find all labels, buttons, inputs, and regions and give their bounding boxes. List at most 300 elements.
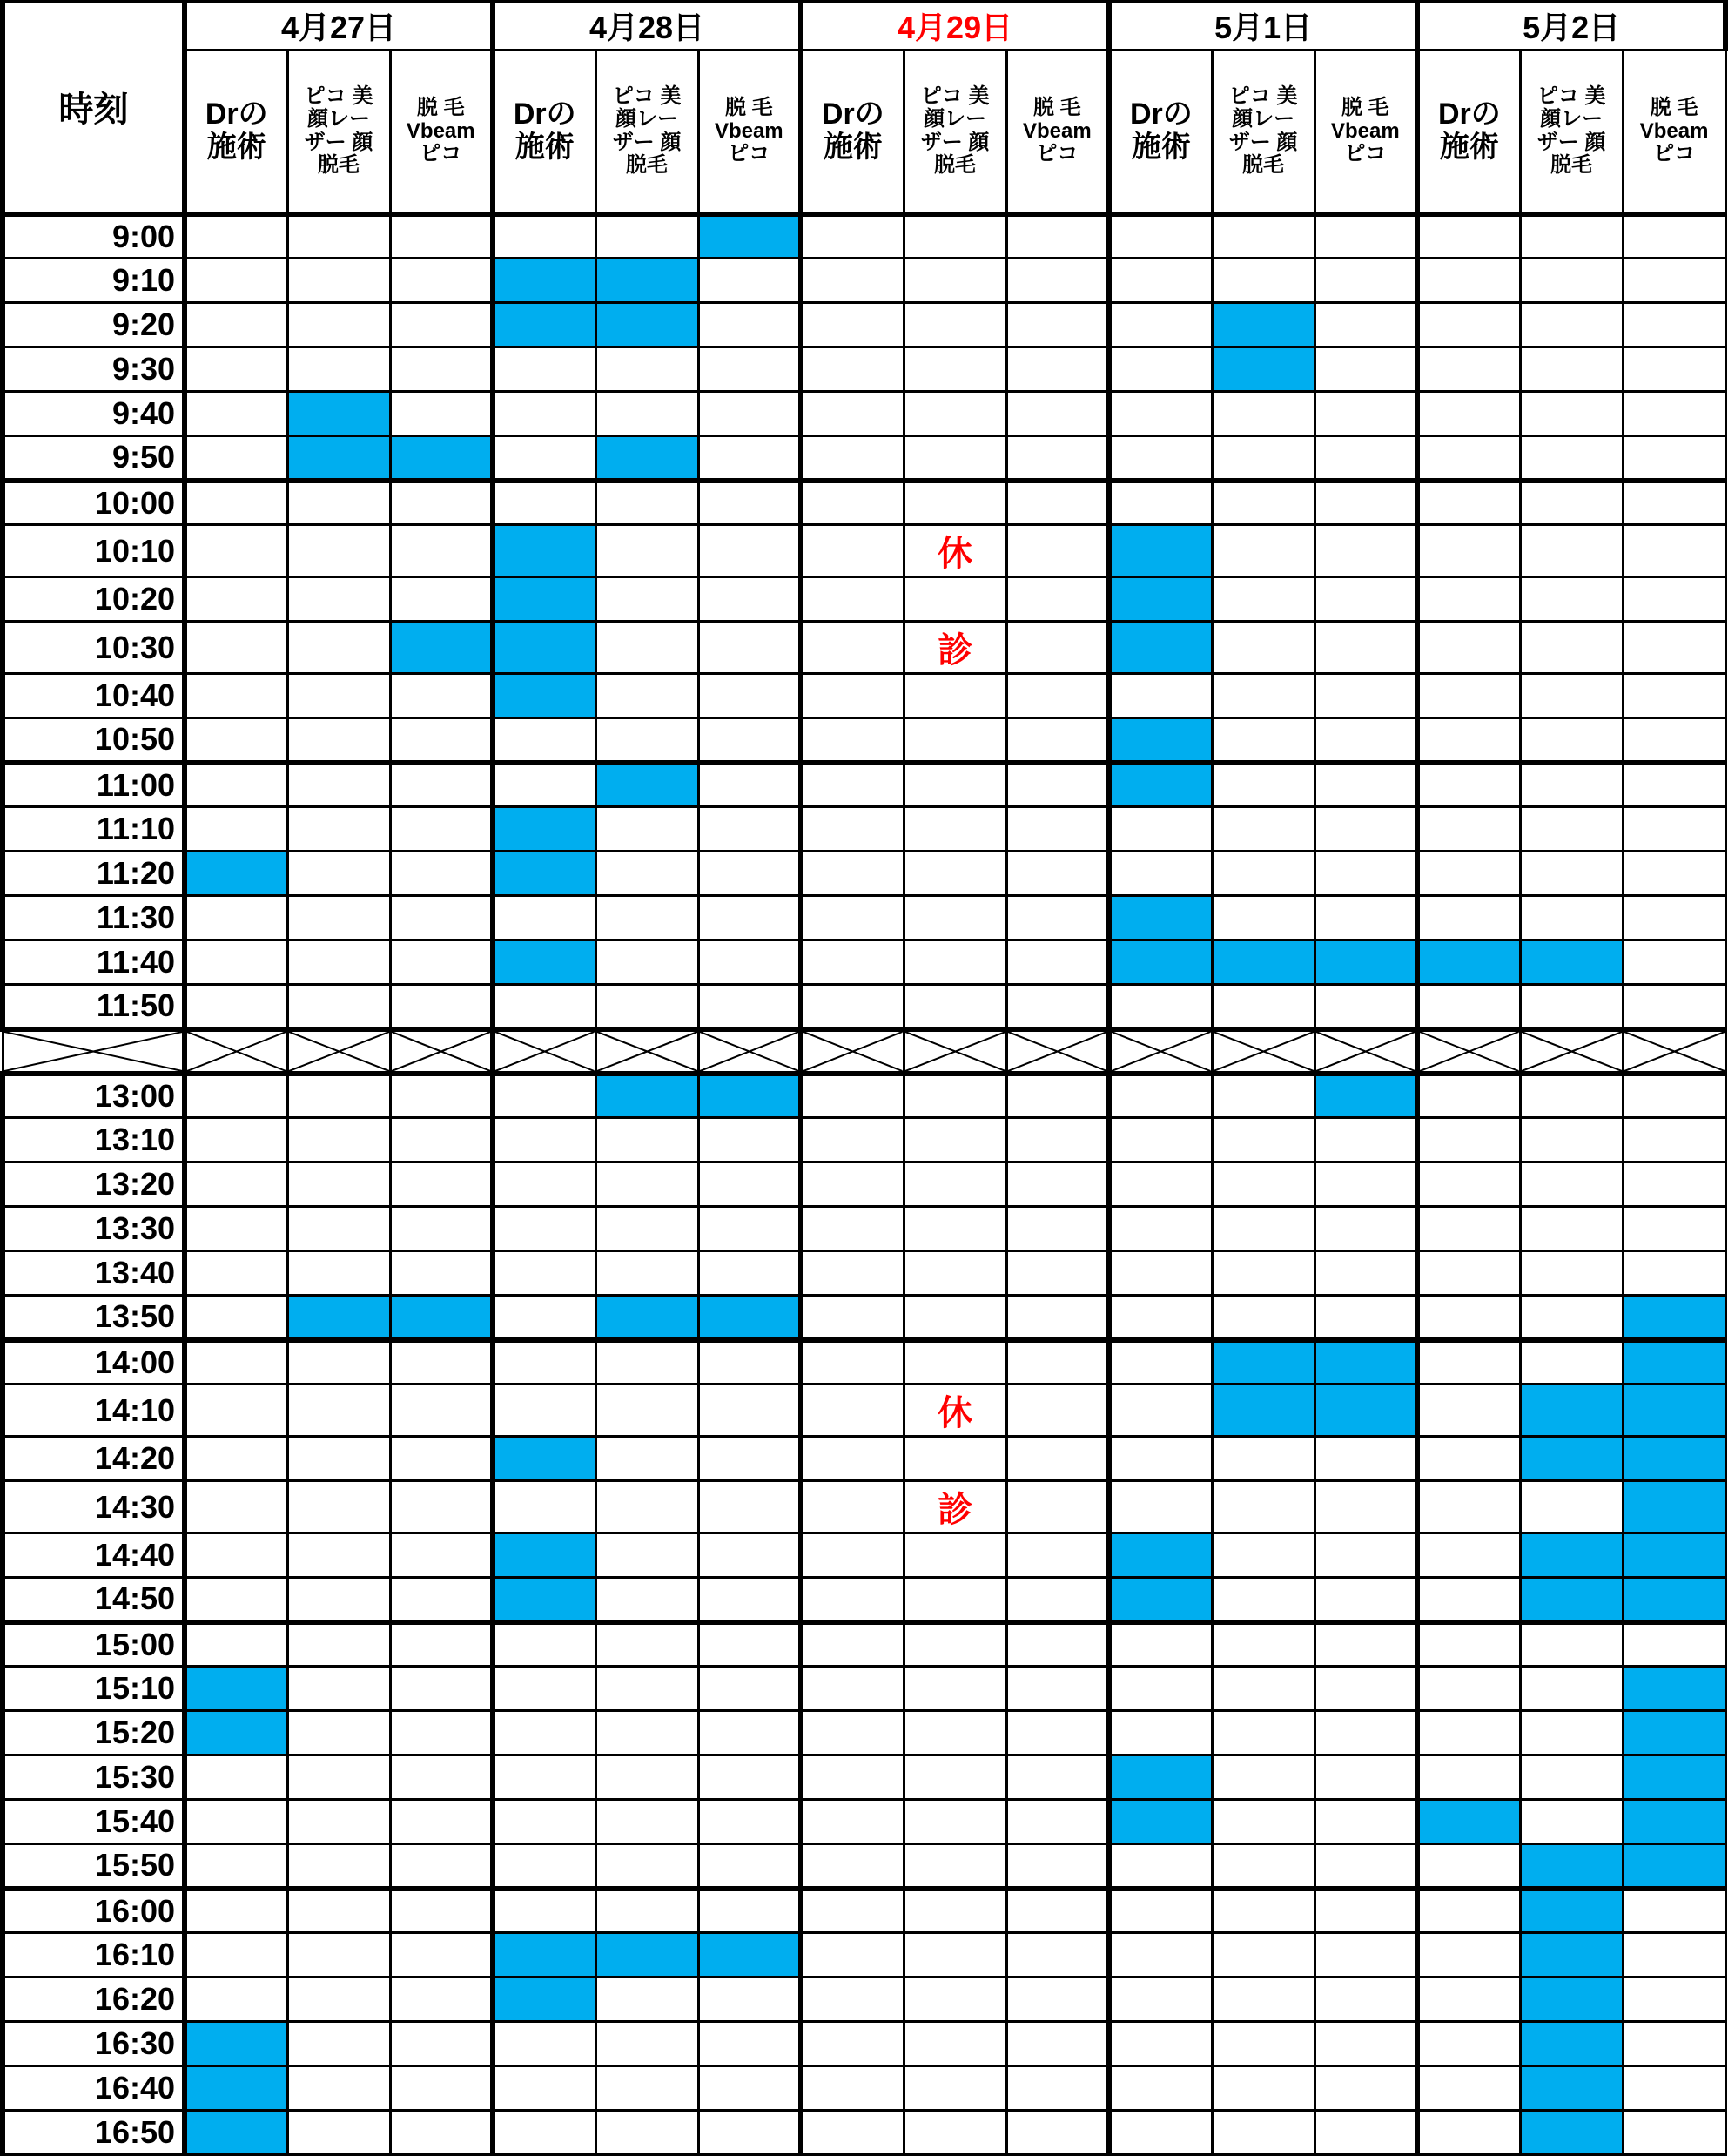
open-slot[interactable] bbox=[801, 481, 904, 525]
open-slot[interactable] bbox=[390, 852, 493, 896]
booked-slot[interactable] bbox=[595, 763, 698, 807]
open-slot[interactable] bbox=[595, 1251, 698, 1296]
open-slot[interactable] bbox=[904, 1622, 1006, 1667]
open-slot[interactable] bbox=[390, 1578, 493, 1622]
open-slot[interactable] bbox=[185, 1481, 287, 1533]
open-slot[interactable] bbox=[1520, 1074, 1623, 1118]
open-slot[interactable] bbox=[1212, 2022, 1314, 2066]
open-slot[interactable] bbox=[1109, 1844, 1212, 1889]
open-slot[interactable] bbox=[287, 525, 390, 577]
open-slot[interactable] bbox=[390, 1622, 493, 1667]
booked-slot[interactable] bbox=[493, 940, 595, 985]
booked-slot[interactable] bbox=[1520, 1385, 1623, 1437]
open-slot[interactable] bbox=[698, 1251, 801, 1296]
open-slot[interactable] bbox=[1212, 763, 1314, 807]
open-slot[interactable] bbox=[1417, 1481, 1520, 1533]
booked-slot[interactable] bbox=[1520, 2066, 1623, 2111]
open-slot[interactable] bbox=[595, 896, 698, 940]
open-slot[interactable] bbox=[185, 303, 287, 347]
open-slot[interactable] bbox=[493, 896, 595, 940]
open-slot[interactable] bbox=[390, 392, 493, 436]
open-slot[interactable] bbox=[1623, 674, 1725, 718]
open-slot[interactable] bbox=[801, 622, 904, 674]
open-slot[interactable] bbox=[287, 763, 390, 807]
open-slot[interactable] bbox=[185, 1533, 287, 1578]
open-slot[interactable] bbox=[904, 1251, 1006, 1296]
open-slot[interactable] bbox=[390, 1800, 493, 1844]
open-slot[interactable] bbox=[1109, 1162, 1212, 1207]
booked-slot[interactable] bbox=[185, 852, 287, 896]
open-slot[interactable] bbox=[1623, 2022, 1725, 2066]
open-slot[interactable] bbox=[1520, 896, 1623, 940]
open-slot[interactable] bbox=[1314, 622, 1417, 674]
open-slot[interactable] bbox=[1314, 985, 1417, 1029]
booked-slot[interactable] bbox=[1212, 940, 1314, 985]
open-slot[interactable] bbox=[1212, 1437, 1314, 1481]
open-slot[interactable] bbox=[390, 1977, 493, 2022]
open-slot[interactable] bbox=[390, 2111, 493, 2155]
open-slot[interactable] bbox=[493, 1755, 595, 1800]
open-slot[interactable] bbox=[185, 392, 287, 436]
open-slot[interactable] bbox=[1109, 1207, 1212, 1251]
open-slot[interactable] bbox=[904, 481, 1006, 525]
open-slot[interactable] bbox=[1006, 1755, 1109, 1800]
open-slot[interactable] bbox=[1520, 436, 1623, 481]
open-slot[interactable] bbox=[1417, 214, 1520, 259]
open-slot[interactable] bbox=[390, 2022, 493, 2066]
open-slot[interactable] bbox=[1417, 985, 1520, 1029]
booked-slot[interactable] bbox=[390, 1296, 493, 1340]
open-slot[interactable] bbox=[185, 674, 287, 718]
open-slot[interactable] bbox=[1314, 852, 1417, 896]
open-slot[interactable] bbox=[1417, 1933, 1520, 1977]
open-slot[interactable] bbox=[904, 1074, 1006, 1118]
open-slot[interactable] bbox=[1006, 214, 1109, 259]
open-slot[interactable] bbox=[698, 481, 801, 525]
open-slot[interactable] bbox=[1417, 577, 1520, 622]
open-slot[interactable] bbox=[1212, 1977, 1314, 2022]
open-slot[interactable] bbox=[1212, 1296, 1314, 1340]
booked-slot[interactable] bbox=[390, 622, 493, 674]
open-slot[interactable] bbox=[1623, 1933, 1725, 1977]
open-slot[interactable] bbox=[287, 1578, 390, 1622]
open-slot[interactable] bbox=[698, 577, 801, 622]
open-slot[interactable] bbox=[1212, 1533, 1314, 1578]
open-slot[interactable] bbox=[1520, 763, 1623, 807]
open-slot[interactable] bbox=[287, 807, 390, 852]
booked-slot[interactable] bbox=[185, 2022, 287, 2066]
open-slot[interactable] bbox=[904, 577, 1006, 622]
open-slot[interactable] bbox=[1006, 1844, 1109, 1889]
open-slot[interactable] bbox=[595, 1118, 698, 1162]
open-slot[interactable] bbox=[493, 1251, 595, 1296]
open-slot[interactable] bbox=[493, 1296, 595, 1340]
open-slot[interactable] bbox=[1314, 718, 1417, 763]
open-slot[interactable] bbox=[1314, 1755, 1417, 1800]
open-slot[interactable] bbox=[1314, 1977, 1417, 2022]
open-slot[interactable] bbox=[698, 259, 801, 303]
booked-slot[interactable] bbox=[287, 1296, 390, 1340]
open-slot[interactable] bbox=[698, 1755, 801, 1800]
booked-slot[interactable] bbox=[1109, 525, 1212, 577]
open-slot[interactable] bbox=[904, 852, 1006, 896]
open-slot[interactable] bbox=[1623, 1251, 1725, 1296]
booked-slot[interactable] bbox=[595, 1074, 698, 1118]
open-slot[interactable] bbox=[287, 940, 390, 985]
open-slot[interactable] bbox=[698, 392, 801, 436]
open-slot[interactable] bbox=[1520, 1667, 1623, 1711]
open-slot[interactable] bbox=[1417, 896, 1520, 940]
open-slot[interactable] bbox=[185, 985, 287, 1029]
open-slot[interactable] bbox=[287, 1437, 390, 1481]
open-slot[interactable] bbox=[698, 896, 801, 940]
booked-slot[interactable] bbox=[1520, 940, 1623, 985]
open-slot[interactable] bbox=[801, 763, 904, 807]
open-slot[interactable] bbox=[185, 940, 287, 985]
open-slot[interactable] bbox=[1417, 1385, 1520, 1437]
booked-slot[interactable] bbox=[1520, 1437, 1623, 1481]
open-slot[interactable] bbox=[1520, 622, 1623, 674]
open-slot[interactable] bbox=[1520, 214, 1623, 259]
booked-slot[interactable] bbox=[1417, 940, 1520, 985]
open-slot[interactable] bbox=[1109, 214, 1212, 259]
open-slot[interactable] bbox=[1314, 1437, 1417, 1481]
open-slot[interactable] bbox=[493, 1340, 595, 1385]
open-slot[interactable] bbox=[1006, 392, 1109, 436]
open-slot[interactable] bbox=[698, 1385, 801, 1437]
open-slot[interactable] bbox=[1417, 674, 1520, 718]
open-slot[interactable] bbox=[801, 2111, 904, 2155]
booked-slot[interactable] bbox=[1109, 1800, 1212, 1844]
open-slot[interactable] bbox=[1314, 1162, 1417, 1207]
booked-slot[interactable] bbox=[493, 1933, 595, 1977]
open-slot[interactable] bbox=[904, 259, 1006, 303]
open-slot[interactable] bbox=[1623, 985, 1725, 1029]
open-slot[interactable] bbox=[1006, 763, 1109, 807]
open-slot[interactable] bbox=[1109, 1711, 1212, 1755]
booked-slot[interactable] bbox=[493, 303, 595, 347]
open-slot[interactable] bbox=[390, 1667, 493, 1711]
open-slot[interactable] bbox=[493, 985, 595, 1029]
open-slot[interactable] bbox=[904, 807, 1006, 852]
open-slot[interactable] bbox=[390, 1074, 493, 1118]
open-slot[interactable] bbox=[287, 1889, 390, 1933]
open-slot[interactable] bbox=[1623, 214, 1725, 259]
open-slot[interactable] bbox=[1417, 1074, 1520, 1118]
open-slot[interactable] bbox=[1006, 1074, 1109, 1118]
booked-slot[interactable] bbox=[1623, 1296, 1725, 1340]
open-slot[interactable] bbox=[1520, 1251, 1623, 1296]
booked-slot[interactable] bbox=[493, 259, 595, 303]
open-slot[interactable] bbox=[1109, 1481, 1212, 1533]
open-slot[interactable] bbox=[185, 1118, 287, 1162]
booked-slot[interactable] bbox=[698, 214, 801, 259]
open-slot[interactable] bbox=[1006, 525, 1109, 577]
booked-slot[interactable] bbox=[1109, 1755, 1212, 1800]
open-slot[interactable] bbox=[1314, 303, 1417, 347]
open-slot[interactable] bbox=[287, 674, 390, 718]
open-slot[interactable] bbox=[801, 436, 904, 481]
open-slot[interactable] bbox=[801, 1385, 904, 1437]
booked-slot[interactable] bbox=[1520, 1578, 1623, 1622]
booked-slot[interactable] bbox=[185, 1711, 287, 1755]
open-slot[interactable] bbox=[1006, 807, 1109, 852]
booked-slot[interactable] bbox=[1109, 718, 1212, 763]
open-slot[interactable] bbox=[1314, 1481, 1417, 1533]
open-slot[interactable] bbox=[698, 303, 801, 347]
open-slot[interactable] bbox=[1109, 1385, 1212, 1437]
open-slot[interactable] bbox=[1109, 1118, 1212, 1162]
open-slot[interactable] bbox=[390, 1711, 493, 1755]
open-slot[interactable] bbox=[1520, 1340, 1623, 1385]
open-slot[interactable] bbox=[493, 2111, 595, 2155]
open-slot[interactable] bbox=[801, 1711, 904, 1755]
open-slot[interactable] bbox=[1006, 1385, 1109, 1437]
open-slot[interactable] bbox=[1520, 718, 1623, 763]
open-slot[interactable] bbox=[801, 1074, 904, 1118]
open-slot[interactable] bbox=[1623, 1162, 1725, 1207]
open-slot[interactable] bbox=[698, 718, 801, 763]
open-slot[interactable] bbox=[390, 1755, 493, 1800]
booked-slot[interactable] bbox=[1520, 2111, 1623, 2155]
open-slot[interactable] bbox=[185, 214, 287, 259]
open-slot[interactable] bbox=[904, 1296, 1006, 1340]
open-slot[interactable] bbox=[493, 481, 595, 525]
open-slot[interactable] bbox=[801, 214, 904, 259]
open-slot[interactable] bbox=[595, 2022, 698, 2066]
open-slot[interactable] bbox=[1520, 525, 1623, 577]
open-slot[interactable] bbox=[1520, 1207, 1623, 1251]
open-slot[interactable] bbox=[1417, 436, 1520, 481]
open-slot[interactable] bbox=[287, 1251, 390, 1296]
open-slot[interactable] bbox=[493, 1074, 595, 1118]
open-slot[interactable] bbox=[1212, 259, 1314, 303]
open-slot[interactable] bbox=[1314, 1622, 1417, 1667]
open-slot[interactable] bbox=[904, 1889, 1006, 1933]
open-slot[interactable] bbox=[185, 1800, 287, 1844]
booked-slot[interactable] bbox=[1109, 896, 1212, 940]
booked-slot[interactable] bbox=[1520, 1844, 1623, 1889]
open-slot[interactable] bbox=[1520, 1622, 1623, 1667]
open-slot[interactable] bbox=[493, 718, 595, 763]
open-slot[interactable] bbox=[1109, 436, 1212, 481]
open-slot[interactable] bbox=[1417, 1622, 1520, 1667]
open-slot[interactable] bbox=[1314, 347, 1417, 392]
open-slot[interactable] bbox=[595, 1578, 698, 1622]
open-slot[interactable] bbox=[287, 1074, 390, 1118]
open-slot[interactable] bbox=[185, 1889, 287, 1933]
open-slot[interactable] bbox=[698, 1533, 801, 1578]
open-slot[interactable] bbox=[185, 1578, 287, 1622]
booked-slot[interactable] bbox=[1212, 1340, 1314, 1385]
open-slot[interactable] bbox=[698, 2022, 801, 2066]
open-slot[interactable] bbox=[595, 525, 698, 577]
open-slot[interactable] bbox=[801, 1296, 904, 1340]
open-slot[interactable] bbox=[1006, 1533, 1109, 1578]
open-slot[interactable] bbox=[801, 940, 904, 985]
open-slot[interactable] bbox=[1006, 718, 1109, 763]
booked-slot[interactable] bbox=[1314, 1340, 1417, 1385]
booked-slot[interactable] bbox=[1623, 1481, 1725, 1533]
open-slot[interactable] bbox=[287, 1385, 390, 1437]
open-slot[interactable] bbox=[801, 1437, 904, 1481]
open-slot[interactable] bbox=[1314, 1800, 1417, 1844]
open-slot[interactable] bbox=[390, 763, 493, 807]
open-slot[interactable] bbox=[185, 1933, 287, 1977]
booked-slot[interactable] bbox=[595, 1933, 698, 1977]
booked-slot[interactable] bbox=[1212, 1385, 1314, 1437]
open-slot[interactable] bbox=[801, 1481, 904, 1533]
booked-slot[interactable] bbox=[1314, 940, 1417, 985]
open-slot[interactable] bbox=[698, 674, 801, 718]
open-slot[interactable] bbox=[1417, 1977, 1520, 2022]
open-slot[interactable] bbox=[1314, 674, 1417, 718]
open-slot[interactable] bbox=[1623, 2111, 1725, 2155]
booked-slot[interactable] bbox=[493, 577, 595, 622]
open-slot[interactable] bbox=[1006, 436, 1109, 481]
open-slot[interactable] bbox=[1006, 2111, 1109, 2155]
open-slot[interactable] bbox=[904, 1578, 1006, 1622]
open-slot[interactable] bbox=[904, 1933, 1006, 1977]
open-slot[interactable] bbox=[595, 347, 698, 392]
open-slot[interactable] bbox=[390, 1207, 493, 1251]
open-slot[interactable] bbox=[1314, 2022, 1417, 2066]
open-slot[interactable] bbox=[1520, 852, 1623, 896]
open-slot[interactable] bbox=[1417, 1118, 1520, 1162]
open-slot[interactable] bbox=[1417, 2066, 1520, 2111]
open-slot[interactable] bbox=[1417, 1889, 1520, 1933]
open-slot[interactable] bbox=[287, 1118, 390, 1162]
open-slot[interactable] bbox=[904, 940, 1006, 985]
open-slot[interactable] bbox=[390, 1933, 493, 1977]
booked-slot[interactable] bbox=[1417, 1800, 1520, 1844]
open-slot[interactable] bbox=[1006, 259, 1109, 303]
open-slot[interactable] bbox=[390, 214, 493, 259]
open-slot[interactable] bbox=[1623, 259, 1725, 303]
open-slot[interactable] bbox=[1109, 2066, 1212, 2111]
open-slot[interactable] bbox=[1314, 1118, 1417, 1162]
open-slot[interactable] bbox=[1109, 481, 1212, 525]
open-slot[interactable] bbox=[1417, 807, 1520, 852]
open-slot[interactable] bbox=[1623, 718, 1725, 763]
open-slot[interactable] bbox=[1417, 1755, 1520, 1800]
open-slot[interactable] bbox=[904, 718, 1006, 763]
open-slot[interactable] bbox=[185, 481, 287, 525]
open-slot[interactable] bbox=[287, 481, 390, 525]
open-slot[interactable] bbox=[904, 1340, 1006, 1385]
open-slot[interactable] bbox=[698, 436, 801, 481]
open-slot[interactable] bbox=[493, 1162, 595, 1207]
open-slot[interactable] bbox=[698, 1622, 801, 1667]
open-slot[interactable] bbox=[801, 1533, 904, 1578]
open-slot[interactable] bbox=[1623, 896, 1725, 940]
open-slot[interactable] bbox=[1109, 1340, 1212, 1385]
open-slot[interactable] bbox=[287, 2111, 390, 2155]
open-slot[interactable] bbox=[801, 392, 904, 436]
open-slot[interactable] bbox=[1006, 674, 1109, 718]
booked-slot[interactable] bbox=[1623, 1667, 1725, 1711]
open-slot[interactable] bbox=[1006, 1622, 1109, 1667]
open-slot[interactable] bbox=[595, 481, 698, 525]
open-slot[interactable] bbox=[287, 303, 390, 347]
open-slot[interactable] bbox=[185, 347, 287, 392]
open-slot[interactable] bbox=[1623, 622, 1725, 674]
open-slot[interactable] bbox=[1212, 674, 1314, 718]
booked-slot[interactable] bbox=[1109, 1578, 1212, 1622]
open-slot[interactable] bbox=[1314, 1933, 1417, 1977]
open-slot[interactable] bbox=[185, 1207, 287, 1251]
open-slot[interactable] bbox=[698, 1889, 801, 1933]
open-slot[interactable] bbox=[1109, 1977, 1212, 2022]
open-slot[interactable] bbox=[1006, 577, 1109, 622]
open-slot[interactable] bbox=[390, 481, 493, 525]
open-slot[interactable] bbox=[1006, 896, 1109, 940]
open-slot[interactable] bbox=[185, 1844, 287, 1889]
open-slot[interactable] bbox=[904, 1667, 1006, 1711]
open-slot[interactable] bbox=[1212, 2111, 1314, 2155]
open-slot[interactable] bbox=[1417, 1667, 1520, 1711]
open-slot[interactable] bbox=[1520, 1711, 1623, 1755]
open-slot[interactable] bbox=[698, 807, 801, 852]
booked-slot[interactable] bbox=[1623, 1755, 1725, 1800]
open-slot[interactable] bbox=[904, 1437, 1006, 1481]
booked-slot[interactable] bbox=[1520, 2022, 1623, 2066]
open-slot[interactable] bbox=[287, 1207, 390, 1251]
open-slot[interactable] bbox=[698, 940, 801, 985]
open-slot[interactable] bbox=[1212, 896, 1314, 940]
open-slot[interactable] bbox=[801, 1755, 904, 1800]
open-slot[interactable] bbox=[185, 1340, 287, 1385]
open-slot[interactable] bbox=[287, 622, 390, 674]
booked-slot[interactable] bbox=[493, 622, 595, 674]
open-slot[interactable] bbox=[287, 1711, 390, 1755]
open-slot[interactable] bbox=[287, 718, 390, 763]
open-slot[interactable] bbox=[801, 1667, 904, 1711]
open-slot[interactable] bbox=[185, 577, 287, 622]
open-slot[interactable] bbox=[801, 674, 904, 718]
open-slot[interactable] bbox=[904, 1755, 1006, 1800]
open-slot[interactable] bbox=[904, 1711, 1006, 1755]
open-slot[interactable] bbox=[595, 1755, 698, 1800]
open-slot[interactable] bbox=[1006, 940, 1109, 985]
open-slot[interactable] bbox=[1417, 347, 1520, 392]
open-slot[interactable] bbox=[493, 2066, 595, 2111]
booked-slot[interactable] bbox=[1314, 1074, 1417, 1118]
open-slot[interactable] bbox=[185, 896, 287, 940]
open-slot[interactable] bbox=[698, 622, 801, 674]
open-slot[interactable] bbox=[1417, 718, 1520, 763]
open-slot[interactable] bbox=[185, 1162, 287, 1207]
booked-slot[interactable] bbox=[698, 1296, 801, 1340]
booked-slot[interactable] bbox=[493, 807, 595, 852]
open-slot[interactable] bbox=[698, 2066, 801, 2111]
open-slot[interactable] bbox=[1314, 214, 1417, 259]
open-slot[interactable] bbox=[1006, 1800, 1109, 1844]
open-slot[interactable] bbox=[1520, 1296, 1623, 1340]
open-slot[interactable] bbox=[1212, 807, 1314, 852]
open-slot[interactable] bbox=[1417, 1340, 1520, 1385]
open-slot[interactable] bbox=[1212, 1667, 1314, 1711]
booked-slot[interactable] bbox=[287, 436, 390, 481]
open-slot[interactable] bbox=[595, 392, 698, 436]
open-slot[interactable] bbox=[1314, 481, 1417, 525]
open-slot[interactable] bbox=[1212, 1578, 1314, 1622]
open-slot[interactable] bbox=[185, 1251, 287, 1296]
booked-slot[interactable] bbox=[698, 1933, 801, 1977]
open-slot[interactable] bbox=[698, 1437, 801, 1481]
open-slot[interactable] bbox=[698, 1977, 801, 2022]
open-slot[interactable] bbox=[1520, 392, 1623, 436]
